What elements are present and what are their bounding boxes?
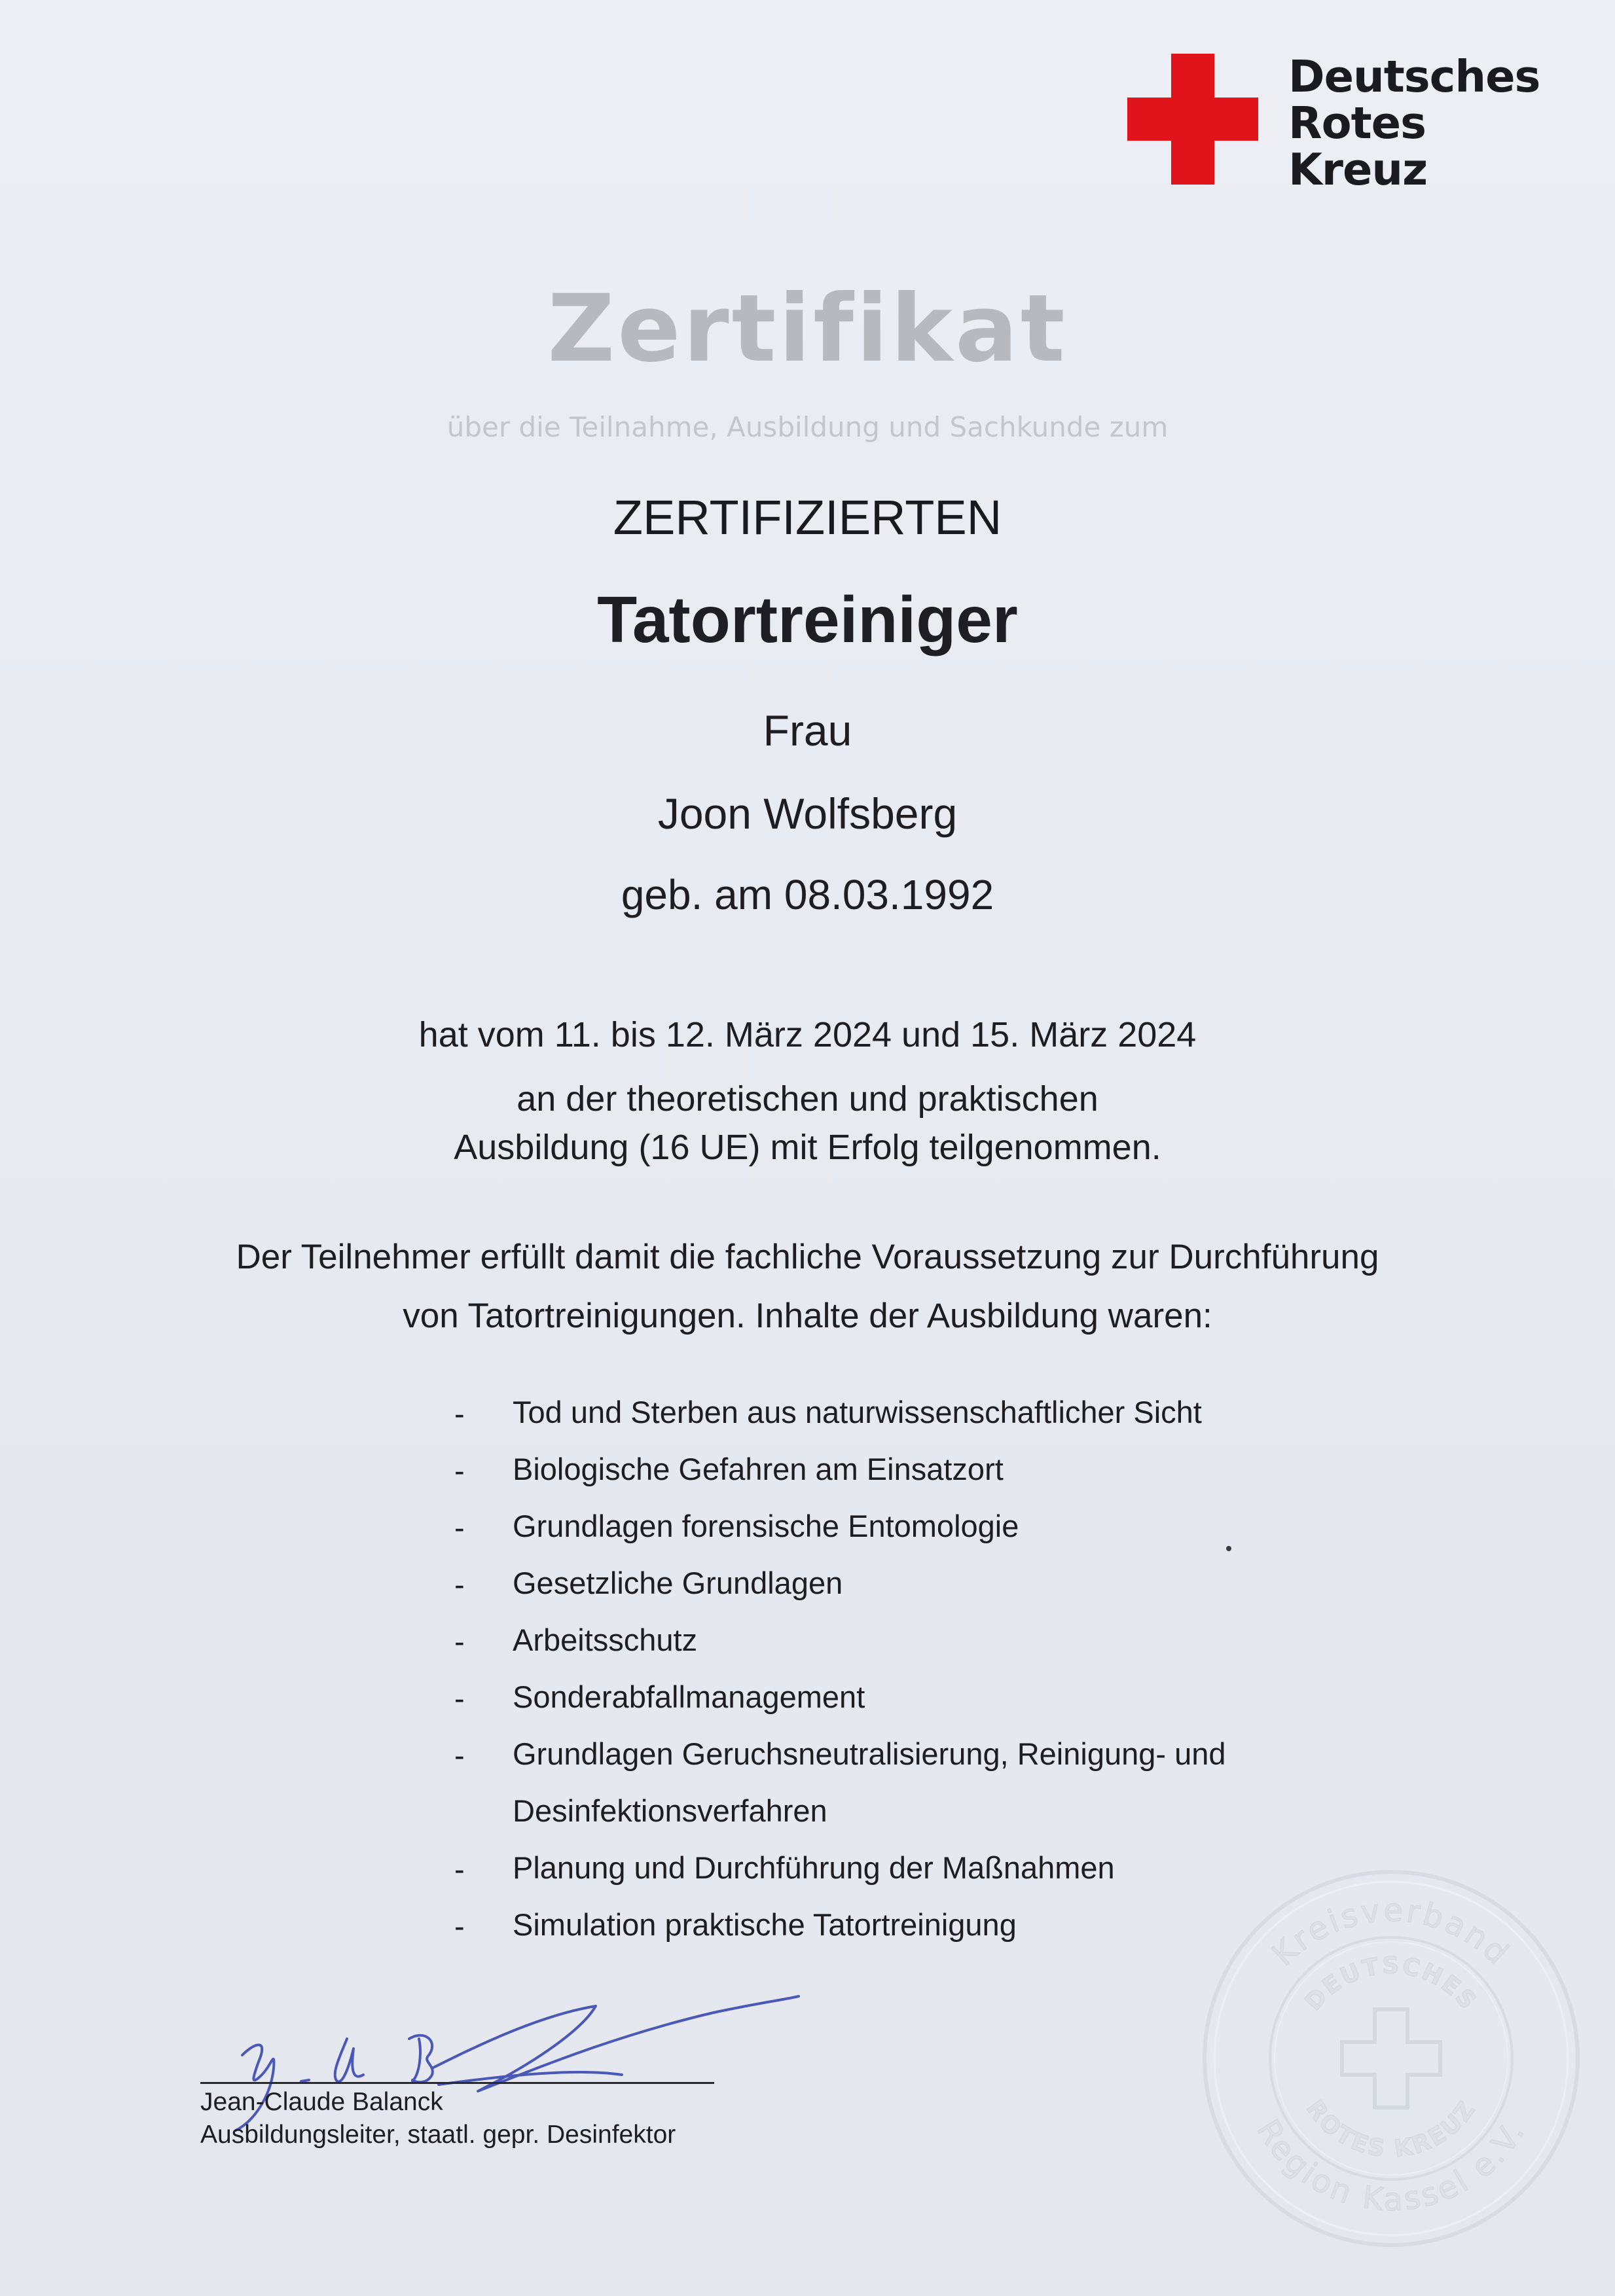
list-dash: -: [454, 1852, 465, 1886]
topic-text: Gesetzliche Grundlagen: [513, 1566, 843, 1600]
list-dash: -: [454, 1624, 465, 1659]
topic-text: Simulation praktische Tatortreinigung: [513, 1907, 1017, 1942]
svg-text:DEUTSCHES: [1300, 1952, 1482, 2016]
profession-heading: Tatortreiniger: [597, 583, 1018, 656]
list-dash: -: [454, 1738, 465, 1772]
requirement-line-2: von Tatortreinigungen. Inhalte der Ausbildung waren:: [403, 1297, 1212, 1335]
topic-text: Grundlagen forensische Entomologie: [513, 1509, 1019, 1543]
logo-wordmark: [1288, 51, 1540, 195]
requirement-line-1: Der Teilnehmer erfüllt damit die fachliche Voraussetzung zur Durchführung: [236, 1238, 1379, 1276]
topic-text: Sonderabfallmanagement: [513, 1679, 865, 1714]
list-dash: -: [454, 1909, 465, 1943]
logo-line-3: Kreuz: [1288, 144, 1428, 195]
seal-outer-top: Kreisverband: [1265, 1892, 1517, 1973]
list-dash: -: [454, 1396, 465, 1431]
list-dash: -: [454, 1567, 465, 1602]
qualifier-heading: ZERTIFIZIERTEN: [613, 490, 1002, 545]
certificate-title: Zertifikat: [547, 275, 1068, 383]
topic-text: Biologische Gefahren am Einsatzort: [513, 1452, 1004, 1486]
seal-inner-top: DEUTSCHES: [1299, 1952, 1483, 2016]
recipient-name: Joon Wolfsberg: [657, 789, 958, 838]
participation-line-2: Ausbildung (16 UE) mit Erfolg teilgenommen.: [454, 1128, 1161, 1167]
scan-speck: [1226, 1546, 1231, 1551]
seal-outer-bottom: Region Kassel e.V.: [1249, 2113, 1533, 2219]
drk-logo: [1127, 51, 1546, 195]
topic-text: Tod und Sterben aus naturwissenschaftlicher Sicht: [513, 1395, 1202, 1429]
embossed-seal: [1201, 1869, 1581, 2248]
red-cross-icon: [1127, 54, 1258, 185]
topic-text: Arbeitsschutz: [513, 1623, 698, 1657]
certificate-subtitle: über die Teilnahme, Ausbildung und Sachkunde zum: [446, 411, 1169, 443]
list-item: [0, 1737, 1615, 1851]
list-dash: -: [454, 1453, 465, 1488]
signature-line: [200, 2082, 714, 2084]
signer-name: Jean-Claude Balanck: [200, 2088, 443, 2116]
training-period: hat vom 11. bis 12. März 2024 und 15. März 2024: [418, 1015, 1197, 1054]
topic-text: Planung und Durchführung der Maßnahmen: [513, 1850, 1115, 1885]
recipient-salutation: Frau: [763, 706, 852, 755]
seal-inner-bottom: ROTES KREUZ: [1301, 2095, 1481, 2163]
recipient-birthdate: geb. am 08.03.1992: [621, 871, 994, 918]
svg-text:ROTES KREUZ: [1301, 2095, 1481, 2162]
list-dash: -: [454, 1681, 465, 1715]
logo-line-1: Deutsches: [1288, 51, 1540, 102]
logo-line-2: Rotes: [1288, 98, 1426, 149]
list-dash: -: [454, 1510, 465, 1545]
topic-text: Grundlagen Geruchsneutralisierung, Reinigung- und Desinfektionsverfahren: [513, 1736, 1226, 1828]
signer-role: Ausbildungsleiter, staatl. gepr. Desinfektor: [200, 2121, 676, 2149]
participation-line-1: an der theoretischen und praktischen: [517, 1079, 1098, 1119]
